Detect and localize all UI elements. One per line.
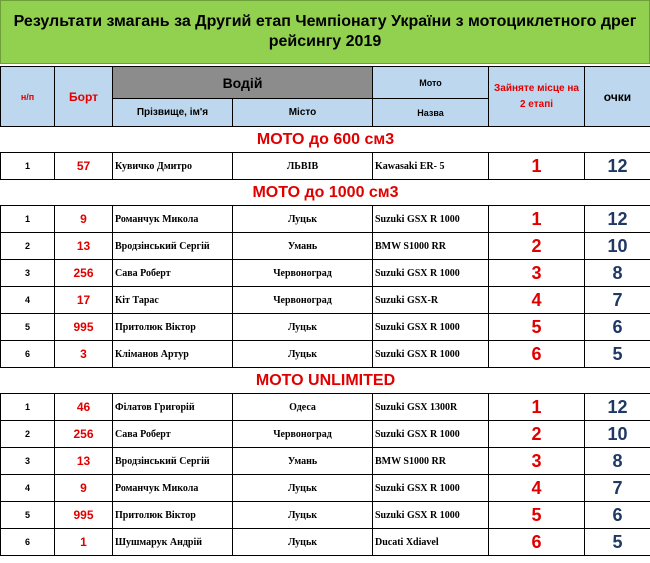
- page-title: Результати змагань за Другий етап Чемпіонату України з мотоциклетного дрег рейсингу 2019: [0, 0, 650, 64]
- row-place: 1: [489, 153, 585, 180]
- row-city: Червоноград: [233, 260, 373, 287]
- table-row: [1, 475, 650, 502]
- header-moto: Мото: [373, 67, 489, 99]
- row-bort: 995: [55, 502, 113, 529]
- row-points: 12: [585, 394, 650, 421]
- row-bort: 9: [55, 206, 113, 233]
- row-number: 1: [1, 394, 55, 421]
- row-bort: 256: [55, 421, 113, 448]
- row-city: Луцьк: [233, 529, 373, 556]
- table-row: [1, 394, 650, 421]
- row-city: Луцьк: [233, 314, 373, 341]
- header-city: Місто: [233, 99, 373, 127]
- row-name: Вродзінський Сергій: [113, 233, 233, 260]
- row-place: 3: [489, 260, 585, 287]
- row-moto: Suzuki GSX-R: [373, 287, 489, 314]
- row-place: 6: [489, 341, 585, 368]
- row-city: Луцьк: [233, 502, 373, 529]
- row-moto: Suzuki GSX 1300R: [373, 394, 489, 421]
- header-moto-name: Назва: [373, 99, 489, 127]
- section-header: [1, 180, 650, 206]
- header-name: Прізвище, ім'я: [113, 99, 233, 127]
- row-bort: 1: [55, 529, 113, 556]
- row-number: 6: [1, 341, 55, 368]
- header-bort: Борт: [55, 67, 113, 127]
- row-number: 1: [1, 206, 55, 233]
- row-points: 5: [585, 529, 650, 556]
- row-name: Кіт Тарас: [113, 287, 233, 314]
- section-header: [1, 368, 650, 394]
- row-points: 6: [585, 314, 650, 341]
- row-points: 12: [585, 153, 650, 180]
- row-name: Шушмарук Андрій: [113, 529, 233, 556]
- table-row: [1, 341, 650, 368]
- row-place: 6: [489, 529, 585, 556]
- row-name: Романчук Микола: [113, 206, 233, 233]
- row-moto: BMW S1000 RR: [373, 448, 489, 475]
- row-number: 3: [1, 260, 55, 287]
- table-row: [1, 421, 650, 448]
- row-points: 10: [585, 421, 650, 448]
- row-city: Луцьк: [233, 206, 373, 233]
- row-bort: 3: [55, 341, 113, 368]
- row-name: Сава Роберт: [113, 421, 233, 448]
- row-place: 1: [489, 394, 585, 421]
- row-name: Сава Роберт: [113, 260, 233, 287]
- row-bort: 13: [55, 448, 113, 475]
- row-place: 5: [489, 314, 585, 341]
- row-bort: 995: [55, 314, 113, 341]
- row-city: Червоноград: [233, 287, 373, 314]
- row-city: Одеса: [233, 394, 373, 421]
- row-bort: 256: [55, 260, 113, 287]
- section-header: [1, 127, 650, 153]
- table-row: [1, 448, 650, 475]
- header-driver: Водій: [113, 67, 373, 99]
- table-row: [1, 206, 650, 233]
- table-row: [1, 260, 650, 287]
- row-number: 2: [1, 233, 55, 260]
- row-name: Притолюк Віктор: [113, 502, 233, 529]
- section-title: МОТО до 1000 см3: [1, 180, 650, 206]
- row-moto: Suzuki GSX R 1000: [373, 341, 489, 368]
- row-moto: Ducati Xdiavel: [373, 529, 489, 556]
- header-place: Зайняте місце на 2 етапі: [489, 67, 585, 127]
- results-table: [0, 66, 650, 556]
- row-points: 10: [585, 233, 650, 260]
- row-city: ЛЬВІВ: [233, 153, 373, 180]
- row-number: 6: [1, 529, 55, 556]
- section-title: МОТО до 600 см3: [1, 127, 650, 153]
- row-place: 1: [489, 206, 585, 233]
- row-points: 7: [585, 287, 650, 314]
- row-name: Кувичко Дмитро: [113, 153, 233, 180]
- row-city: Луцьк: [233, 475, 373, 502]
- row-place: 4: [489, 287, 585, 314]
- row-moto: Suzuki GSX R 1000: [373, 502, 489, 529]
- row-points: 6: [585, 502, 650, 529]
- header-points: очки: [585, 67, 650, 127]
- row-name: Філатов Григорій: [113, 394, 233, 421]
- row-moto: Suzuki GSX R 1000: [373, 475, 489, 502]
- row-name: Вродзінський Сергій: [113, 448, 233, 475]
- row-name: Романчук Микола: [113, 475, 233, 502]
- row-bort: 46: [55, 394, 113, 421]
- row-points: 5: [585, 341, 650, 368]
- row-number: 2: [1, 421, 55, 448]
- row-number: 5: [1, 502, 55, 529]
- row-moto: Suzuki GSX R 1000: [373, 260, 489, 287]
- row-city: Луцьк: [233, 341, 373, 368]
- row-place: 2: [489, 233, 585, 260]
- row-place: 3: [489, 448, 585, 475]
- row-name: Притолюк Віктор: [113, 314, 233, 341]
- row-bort: 17: [55, 287, 113, 314]
- table-row: [1, 233, 650, 260]
- row-number: 3: [1, 448, 55, 475]
- row-moto: BMW S1000 RR: [373, 233, 489, 260]
- row-city: Умань: [233, 233, 373, 260]
- table-row: [1, 529, 650, 556]
- row-number: 4: [1, 475, 55, 502]
- row-moto: Kawasaki ER- 5: [373, 153, 489, 180]
- row-bort: 13: [55, 233, 113, 260]
- row-moto: Suzuki GSX R 1000: [373, 206, 489, 233]
- row-place: 5: [489, 502, 585, 529]
- row-number: 4: [1, 287, 55, 314]
- row-city: Умань: [233, 448, 373, 475]
- row-name: Кліманов Артур: [113, 341, 233, 368]
- table-row: [1, 502, 650, 529]
- row-city: Червоноград: [233, 421, 373, 448]
- table-row: [1, 287, 650, 314]
- row-number: 1: [1, 153, 55, 180]
- row-points: 8: [585, 260, 650, 287]
- row-number: 5: [1, 314, 55, 341]
- row-points: 8: [585, 448, 650, 475]
- section-title: MOTO UNLIMITED: [1, 368, 650, 394]
- row-moto: Suzuki GSX R 1000: [373, 421, 489, 448]
- row-bort: 57: [55, 153, 113, 180]
- table-row: [1, 314, 650, 341]
- table-row: [1, 153, 650, 180]
- row-moto: Suzuki GSX R 1000: [373, 314, 489, 341]
- row-points: 12: [585, 206, 650, 233]
- row-place: 4: [489, 475, 585, 502]
- row-points: 7: [585, 475, 650, 502]
- row-place: 2: [489, 421, 585, 448]
- header-num: н/п: [1, 67, 55, 127]
- row-bort: 9: [55, 475, 113, 502]
